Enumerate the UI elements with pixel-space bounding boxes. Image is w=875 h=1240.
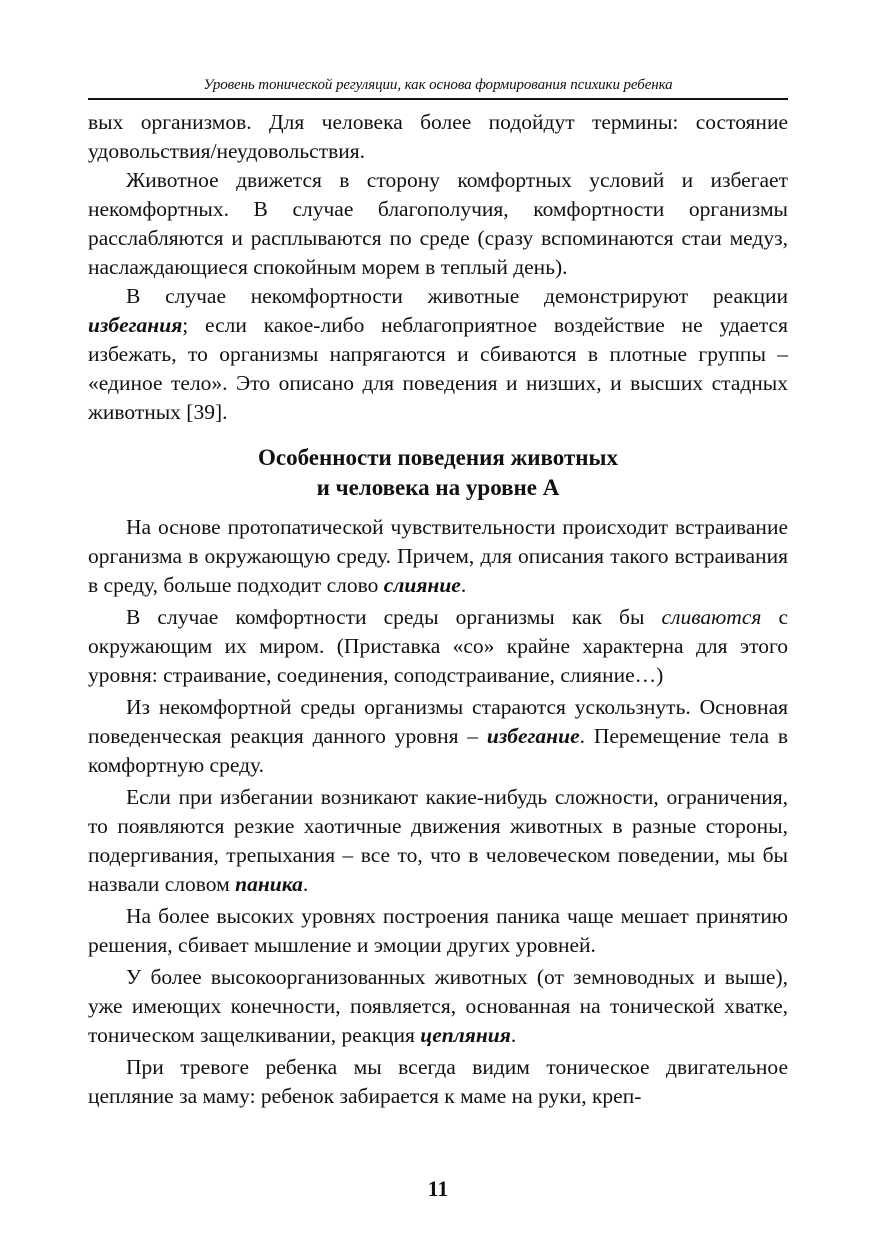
emphasized-term: паника <box>235 872 303 896</box>
paragraph <box>88 693 788 780</box>
paragraph <box>88 282 788 427</box>
paragraph-text: При тревоге ребенка мы всегда видим тоническое двигательное цепляние за маму: ребенок забирается к маме на руки, креп- <box>88 1055 788 1108</box>
emphasized-term: цепляния <box>420 1023 511 1047</box>
body-text <box>88 108 788 1111</box>
paragraph <box>88 783 788 899</box>
paragraph <box>88 603 788 690</box>
book-page <box>88 0 788 1240</box>
paragraph <box>88 902 788 960</box>
paragraph-text: Животное движется в сторону комфортных условий и избегает некомфортных. В случае благополучия, комфортности организмы расслабляются и расплываются по среде (сразу вспоминаются стаи медуз, наслаждающиеся спокойным морем в теплый день). <box>88 168 788 279</box>
paragraph-continuation <box>88 108 788 166</box>
header-rule <box>88 98 788 100</box>
section-title <box>88 443 788 503</box>
page-number: 11 <box>427 1176 449 1201</box>
paragraph-text: Если при избегании возникают какие-нибудь сложности, ограничения, то появляются резкие хаотичные движения животных в разные стороны, подергивания, трепыхания – все то, что в человеческом поведении, мы бы назвали словом <box>88 785 788 896</box>
paragraph <box>88 963 788 1050</box>
paragraph-text: . <box>510 1023 517 1047</box>
paragraph-text: На более высоких уровнях построения паника чаще мешает принятию решения, сбивает мышление и эмоции других уровней. <box>88 904 788 957</box>
paragraph-text: Из некомфортной среды организмы стараются ускользнуть. Основная поведенческая реакция данного уровня – <box>88 695 788 748</box>
paragraph <box>88 513 788 600</box>
paragraph-text: с окружающим их миром. (Приставка «со» крайне характерна для этого уровня: страивание, соединения, соподстраивание, слияние…) <box>88 605 788 687</box>
paragraph-text: . <box>302 872 309 896</box>
paragraph-text: На основе протопатической чувствительности происходит встраивание организма в окружающую среду. Причем, для описания такого встраивания в среду, больше подходит слово <box>88 515 788 597</box>
running-header: Уровень тонической регуляции, как основа формирования психики ребенка <box>203 77 673 93</box>
paragraph-text: вых организмов. Для человека более подойдут термины: состояние удовольствия/неудовольствия. <box>88 110 788 163</box>
paragraph-text: . Перемещение тела в комфортную среду. <box>88 724 788 777</box>
section-title-line: Особенности поведения животных <box>258 445 618 470</box>
paragraph-text: . <box>460 573 467 597</box>
section-title-line: и человека на уровне А <box>316 475 560 500</box>
emphasized-term: слияние <box>383 573 461 597</box>
paragraph <box>88 1053 788 1111</box>
paragraph-text: В случае некомфортности животные демонстрируют реакции <box>126 284 788 308</box>
paragraph <box>88 166 788 282</box>
paragraph-text: ; если какое-либо неблагоприятное воздействие не удается избежать, то организмы напрягаются и сбиваются в плотные группы – «единое тело». Это описано для поведения и низших, и высших стадных животных [39]. <box>88 313 788 424</box>
emphasized-term: избегание <box>486 724 580 748</box>
emphasized-term: сливаются <box>661 605 762 629</box>
paragraph-text: У более высокоорганизованных животных (от земноводных и выше), уже имеющих конечности, появляется, основанная на тонической хватке, тоническом защелкивании, реакция <box>88 965 788 1047</box>
emphasized-term: избегания <box>88 313 183 337</box>
paragraph-text: В случае комфортности среды организмы как бы <box>126 605 662 629</box>
